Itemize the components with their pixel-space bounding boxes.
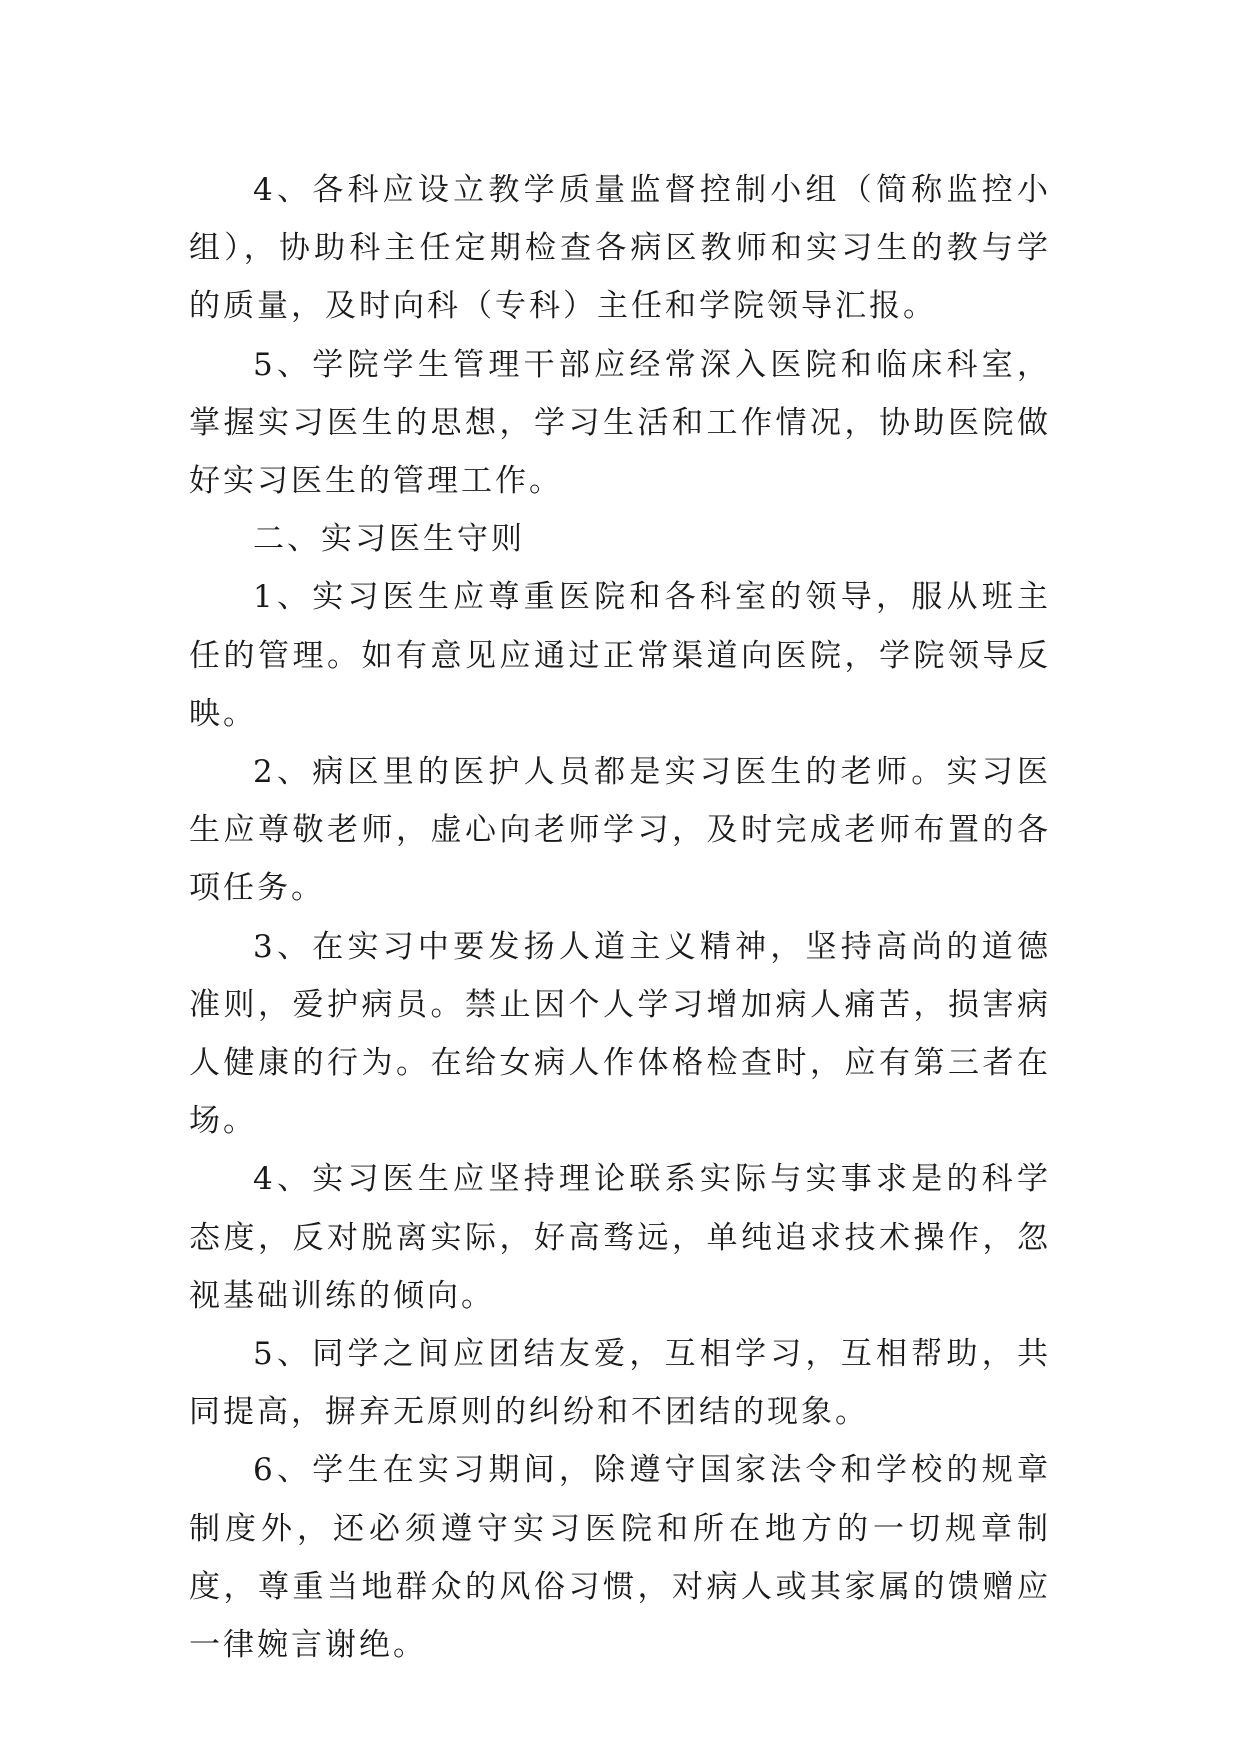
document-body	[189, 161, 1051, 1674]
rule-2: 2、病区里的医护人员都是实习医生的老师。实习医生应尊敬老师，虚心向老师学习，及时完成老师布置的各项任务。	[189, 754, 1051, 907]
rule-3: 3、在实习中要发扬人道主义精神，坚持高尚的道德准则，爱护病员。禁止因个人学习增加病人痛苦，损害病人健康的行为。在给女病人作体格检查时，应有第三者在场。	[189, 928, 1051, 1140]
section-heading: 二、实习医生守则	[253, 521, 525, 558]
paragraph-4: 4、各科应设立教学质量监督控制小组（简称监控小组），协助科主任定期检查各病区教师和实习生的教与学的质量，及时向科（专科）主任和学院领导汇报。	[189, 172, 1051, 325]
rule-1: 1、实习医生应尊重医院和各科室的领导，服从班主任的管理。如有意见应通过正常渠道向医院，学院领导反映。	[189, 579, 1051, 732]
rule-6: 6、学生在实习期间，除遵守国家法令和学校的规章制度外，还必须遵守实习医院和所在地方的一切规章制度，尊重当地群众的风俗习惯，对病人或其家属的馈赠应一律婉言谢绝。	[189, 1452, 1051, 1664]
paragraph-5: 5、学院学生管理干部应经常深入医院和临床科室，掌握实习医生的思想，学习生活和工作情况，协助医院做好实习医生的管理工作。	[189, 346, 1051, 500]
rule-5: 5、同学之间应团结友爱，互相学习，互相帮助，共同提高，摒弃无原则的纠纷和不团结的现象。	[189, 1336, 1051, 1431]
rule-4: 4、实习医生应坚持理论联系实际与实事求是的科学态度，反对脱离实际，好高骛远，单纯追求技术操作，忽视基础训练的倾向。	[189, 1161, 1051, 1314]
